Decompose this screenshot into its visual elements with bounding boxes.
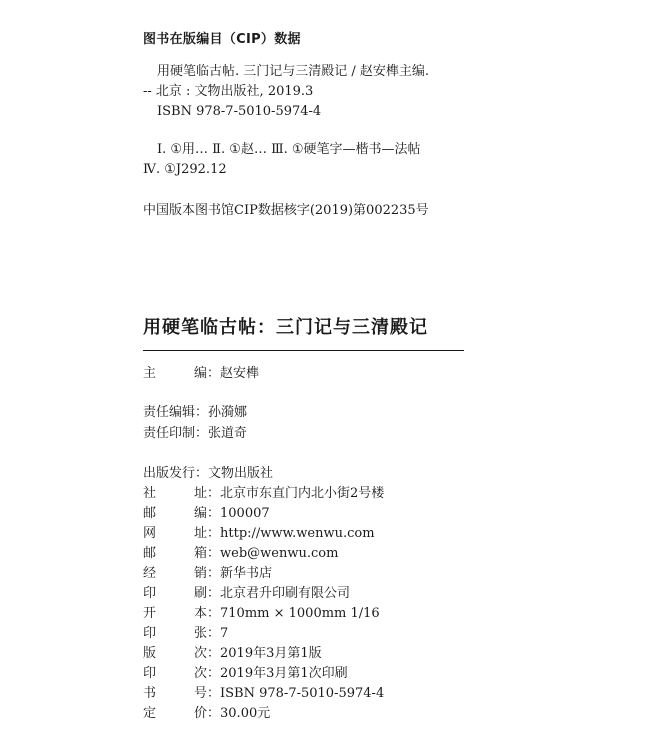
pub-printing-value: 2019年3月第1次印刷 bbox=[220, 666, 348, 681]
label-separator: ： bbox=[207, 646, 221, 661]
cip-entry-isbn: ISBN 978-7-5010-5974-4 bbox=[157, 104, 322, 119]
pub-email-label-a: 邮 bbox=[143, 546, 157, 561]
credit-editor bbox=[143, 364, 259, 384]
credit-resp-editor bbox=[143, 403, 247, 423]
pub-format-label-a: 开 bbox=[143, 606, 157, 621]
cip-subjects-line2: Ⅳ. ①J292.12 bbox=[143, 162, 227, 177]
pub-publisher-value: 文物出版社 bbox=[208, 466, 274, 481]
pub-printer-value: 北京君升印刷有限公司 bbox=[220, 586, 351, 601]
pub-printer bbox=[143, 584, 350, 604]
label-separator: ： bbox=[207, 366, 221, 381]
pub-format bbox=[143, 604, 380, 624]
pub-postcode-label-b: 编 bbox=[193, 506, 207, 521]
pub-isbn-value: ISBN 978-7-5010-5974-4 bbox=[220, 686, 385, 701]
label-separator: ： bbox=[195, 426, 209, 441]
label-separator: ： bbox=[207, 586, 221, 601]
pub-publisher-label: 出版发行 bbox=[143, 466, 196, 481]
pub-address-value: 北京市东直门内北小街2号楼 bbox=[220, 486, 385, 501]
pub-website-label-b: 址 bbox=[193, 526, 207, 541]
cip-subjects bbox=[143, 140, 421, 180]
pub-distributor-value: 新华书店 bbox=[220, 566, 273, 581]
pub-address bbox=[143, 484, 384, 504]
pub-printer-label-b: 刷 bbox=[193, 586, 207, 601]
credit-resp-print bbox=[143, 424, 247, 444]
label-separator: ： bbox=[207, 666, 221, 681]
pub-isbn-label-a: 书 bbox=[143, 686, 157, 701]
pub-website bbox=[143, 524, 375, 544]
pub-format-label-b: 本 bbox=[193, 606, 207, 621]
pub-address-label-b: 址 bbox=[193, 486, 207, 501]
pub-printing-label-a: 印 bbox=[143, 666, 157, 681]
label-separator: ： bbox=[207, 526, 221, 541]
pub-price-value: 30.00元 bbox=[220, 706, 271, 721]
credit-resp-editor-value: 孙漪娜 bbox=[208, 405, 248, 420]
label-separator: ： bbox=[207, 506, 221, 521]
pub-edition-label-b: 次 bbox=[193, 646, 207, 661]
cip-entry-imprint: -- 北京 : 文物出版社, 2019.3 bbox=[143, 84, 314, 99]
cip-catalog-entry bbox=[143, 62, 429, 122]
pub-distributor-label-a: 经 bbox=[143, 566, 157, 581]
label-separator: ： bbox=[207, 686, 221, 701]
pub-publisher bbox=[143, 464, 273, 484]
pub-distributor bbox=[143, 564, 272, 584]
cip-entry-title: 用硬笔临古帖. 三门记与三清殿记 / 赵安榫主编. bbox=[157, 64, 430, 79]
pub-edition bbox=[143, 644, 322, 664]
pub-website-label-a: 网 bbox=[143, 526, 157, 541]
label-separator: ： bbox=[195, 466, 209, 481]
pub-isbn-label-b: 号 bbox=[193, 686, 207, 701]
credit-editor-value: 赵安榫 bbox=[220, 366, 260, 381]
pub-printer-label-a: 印 bbox=[143, 586, 157, 601]
pub-website-value: http://www.wenwu.com bbox=[220, 526, 375, 541]
book-title: 用硬笔临古帖：三门记与三清殿记 bbox=[143, 317, 428, 338]
pub-address-label-a: 社 bbox=[143, 486, 157, 501]
label-separator: ： bbox=[207, 606, 221, 621]
credit-resp-print-label: 责任印制 bbox=[143, 426, 196, 441]
pub-price bbox=[143, 704, 270, 724]
label-separator: ： bbox=[207, 486, 221, 501]
pub-format-value: 710mm × 1000mm 1/16 bbox=[220, 606, 380, 621]
pub-distributor-label-b: 销 bbox=[193, 566, 207, 581]
title-rule bbox=[143, 350, 464, 351]
pub-email-value: web@wenwu.com bbox=[220, 546, 339, 561]
pub-price-label-a: 定 bbox=[143, 706, 157, 721]
credit-editor-label-a: 主 bbox=[143, 366, 157, 381]
pub-sheets bbox=[143, 624, 228, 644]
cip-subjects-line1: Ⅰ. ①用… Ⅱ. ①赵… Ⅲ. ①硬笔字—楷书—法帖 bbox=[157, 142, 421, 157]
cip-core-data: 中国版本图书馆CIP数据核字(2019)第002235号 bbox=[143, 203, 429, 218]
pub-email-label-b: 箱 bbox=[193, 546, 207, 561]
label-separator: ： bbox=[207, 626, 221, 641]
pub-sheets-value: 7 bbox=[220, 626, 229, 641]
label-separator: ： bbox=[207, 546, 221, 561]
pub-price-label-b: 价 bbox=[193, 706, 207, 721]
pub-isbn bbox=[143, 684, 384, 704]
pub-email bbox=[143, 544, 338, 564]
label-separator: ： bbox=[207, 566, 221, 581]
credit-resp-print-value: 张道奇 bbox=[208, 426, 248, 441]
pub-sheets-label-b: 张 bbox=[193, 626, 207, 641]
pub-postcode bbox=[143, 504, 270, 524]
pub-edition-label-a: 版 bbox=[143, 646, 157, 661]
label-separator: ： bbox=[207, 706, 221, 721]
pub-edition-value: 2019年3月第1版 bbox=[220, 646, 322, 661]
pub-sheets-label-a: 印 bbox=[143, 626, 157, 641]
label-separator: ： bbox=[195, 405, 209, 420]
pub-printing bbox=[143, 664, 348, 684]
credit-editor-label-b: 编 bbox=[193, 366, 207, 381]
pub-postcode-value: 100007 bbox=[220, 506, 270, 521]
credit-resp-editor-label: 责任编辑 bbox=[143, 405, 196, 420]
cip-heading: 图书在版编目（CIP）数据 bbox=[143, 32, 301, 47]
pub-printing-label-b: 次 bbox=[193, 666, 207, 681]
pub-postcode-label-a: 邮 bbox=[143, 506, 157, 521]
